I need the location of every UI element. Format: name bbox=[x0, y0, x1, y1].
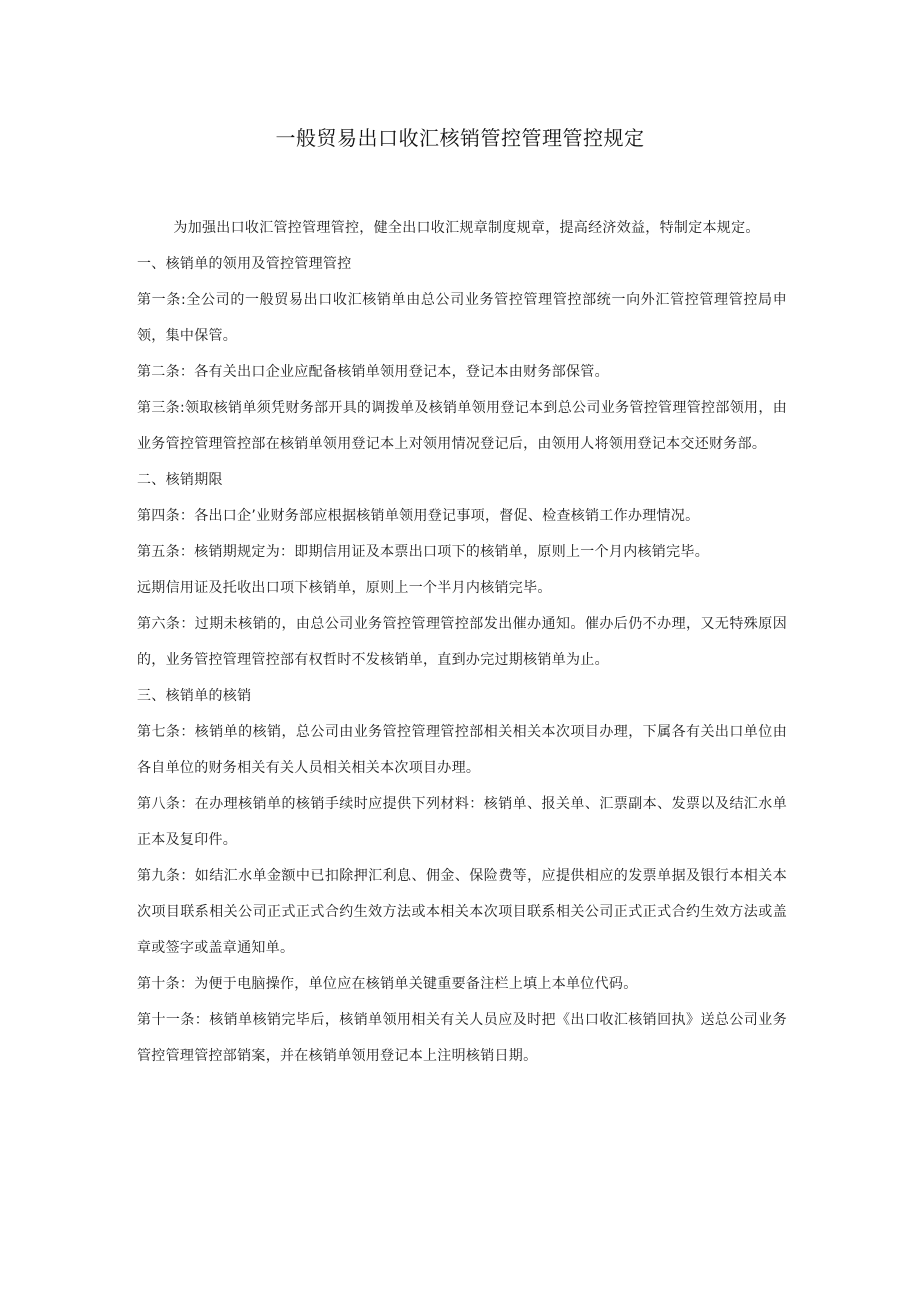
article-4: 第四条：各出口企’业财务部应根据核销单领用登记事项，督促、检查核销工作办理情况。 bbox=[137, 508, 700, 524]
section-heading-1: 一、核销单的领用及管控管理管控 bbox=[137, 256, 352, 272]
article-2: 第二条：各有关出口企业应配备核销单领用登记本，登记本由财务部保管。 bbox=[137, 364, 609, 380]
article-1: 第一条:全公司的一般贸易出口收汇核销单由总公司业务管控管理管控部统一向外汇管控管理管控局申领，集中保管。 bbox=[137, 292, 787, 344]
article-5-continued: 远期信用证及托收出口项下核销单，原则上一个半月内核销完毕。 bbox=[137, 580, 552, 596]
article-3: 第三条:领取核销单须凭财务部开具的调拨单及核销单领用登记本到总公司业务管控管理管控部领用，由业务管控管理管控部在核销单领用登记本上对领用情况登记后，由领用人将领用登记本交还财务部。 bbox=[137, 400, 787, 452]
section-heading-3: 三、核销单的核销 bbox=[137, 688, 252, 704]
article-11: 第十一条：核销单核销完毕后，核销单领用相关有关人员应及时把《出口收汇核销回执》送总公司业务管控管理管控部销案，并在核销单领用登记本上注明核销日期。 bbox=[137, 1012, 787, 1064]
document-body bbox=[137, 210, 787, 1074]
paragraph-intro: 为加强出口收汇管控管理管控，健全出口收汇规章制度规章，提高经济效益，特制定本规定。 bbox=[173, 220, 760, 236]
section-heading-2: 二、核销期限 bbox=[137, 472, 223, 488]
article-9: 第九条：如结汇水单金额中已扣除押汇利息、佣金、保险费等，应提供相应的发票单据及银行本相关本次项目联系相关公司正式正式合约生效方法或本相关本次项目联系相关公司正式正式合约生效方法或盖章或签字或盖章通知单。 bbox=[137, 868, 787, 956]
article-5: 第五条：核销期规定为：即期信用证及本票出口项下的核销单，原则上一个月内核销完毕。 bbox=[137, 544, 709, 560]
article-8: 第八条：在办理核销单的核销手续时应提供下列材料：核销单、报关单、汇票副本、发票以及结汇水单正本及复印件。 bbox=[137, 796, 787, 848]
article-6: 第六条：过期未核销的，由总公司业务管控管理管控部发出催办通知。催办后仍不办理，又无特殊原因的，业务管控管理管控部有权哲时不发核销单，直到办完过期核销单为止。 bbox=[137, 616, 787, 668]
article-10: 第十条：为便于电脑操作，单位应在核销单关键重要备注栏上填上本单位代码。 bbox=[137, 976, 638, 992]
document-title: 一般贸易出口收汇核销管控管理管控规定 bbox=[275, 126, 645, 150]
article-7: 第七条：核销单的核销，总公司由业务管控管理管控部相关相关本次项目办理，下属各有关出口单位由各自单位的财务相关有关人员相关相关本次项目办理。 bbox=[137, 724, 787, 776]
